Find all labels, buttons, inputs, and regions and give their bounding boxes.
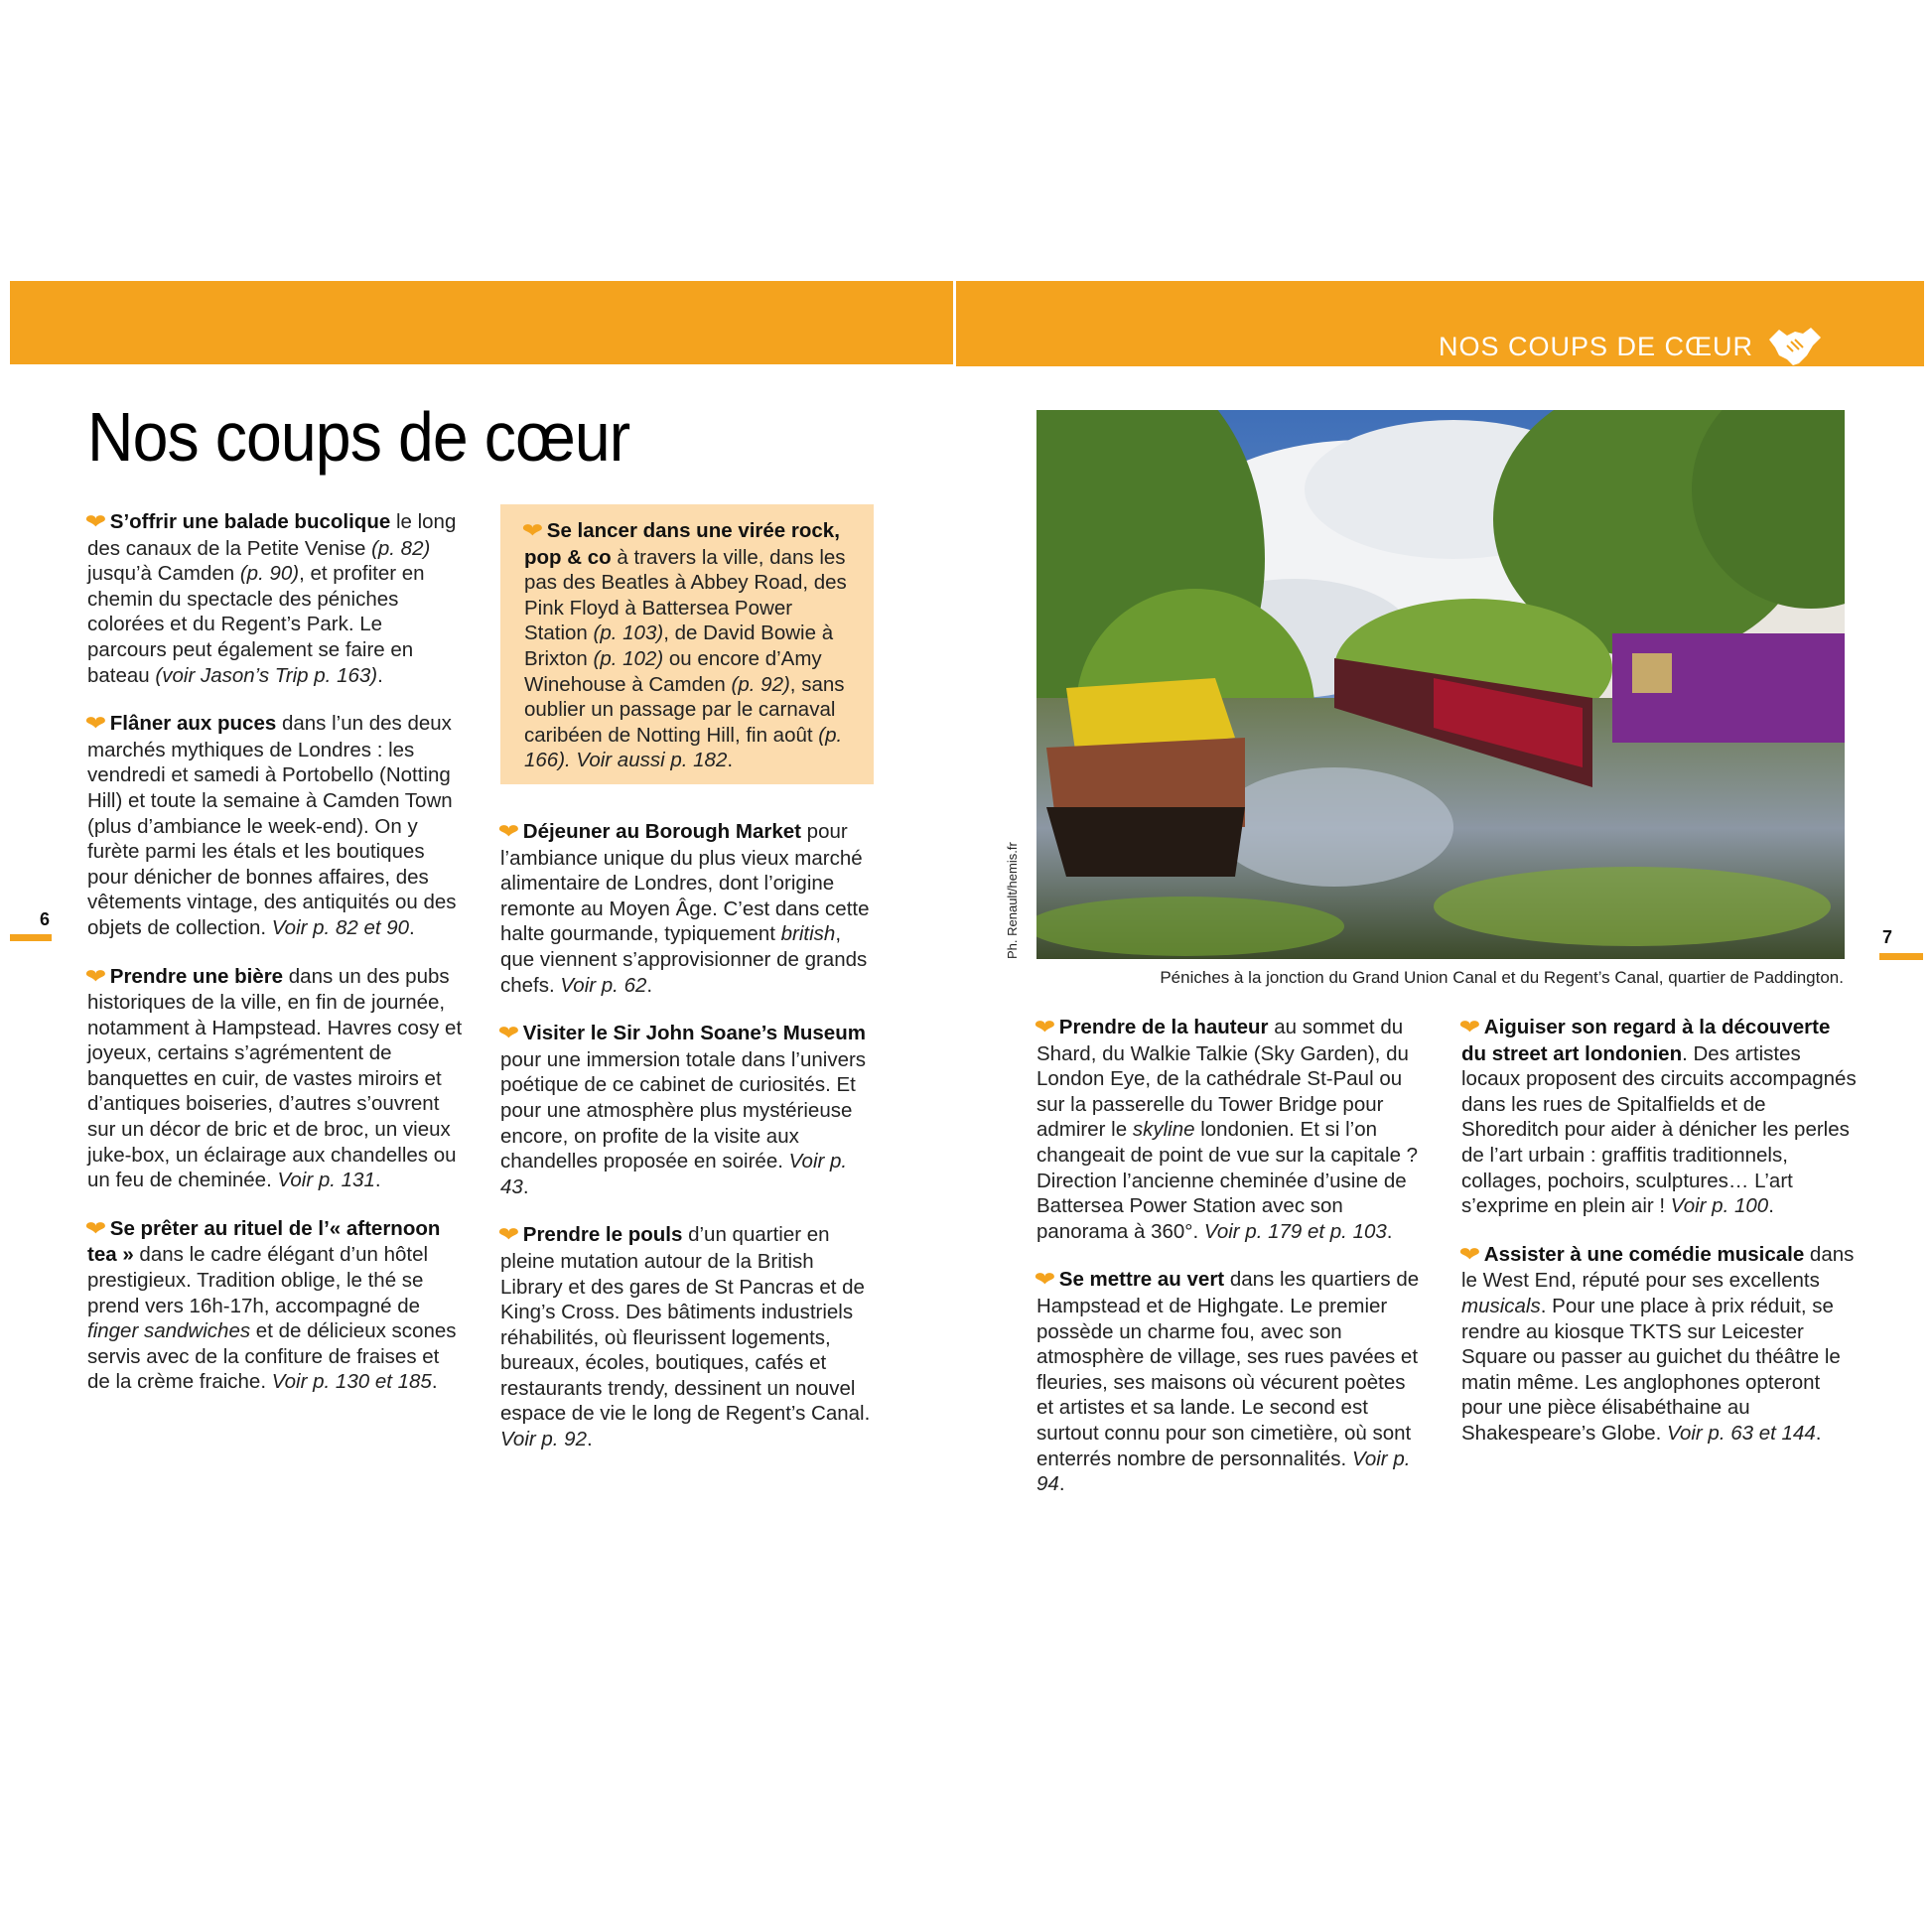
page-ref: Voir p. 131: [277, 1169, 375, 1192]
heart-icon: ❤: [497, 1023, 520, 1045]
item-text: ou encore d’Amy Winehouse à Camden: [524, 646, 822, 696]
page-ref: (voir Jason’s Trip p. 163): [155, 663, 378, 687]
item: [1458, 1242, 1859, 1447]
heart-icon: ❤: [84, 713, 107, 736]
page-ref: Voir p. 62: [560, 973, 647, 997]
item-text: . Pour une place à prix réduit, se rendre au kiosque TKTS sur Leicester Square ou passer au guichet du théâtre le matin même. Les anglophones opteront pour une pièce élisabéthaine au Shakespeare’s Globe.: [1461, 1294, 1841, 1445]
heart-icon: ❤: [1458, 1017, 1481, 1038]
heart-icon: ❤: [1034, 1269, 1056, 1292]
page-ref: (p. 82): [371, 536, 431, 560]
item-text: jusqu’à Camden: [87, 562, 240, 586]
item: [84, 711, 465, 940]
item-text: .: [374, 1169, 381, 1192]
folio-right: 7: [1882, 927, 1893, 947]
item-text: le long des canaux de la Petite Venise: [87, 510, 457, 560]
folio-bar-right: [1879, 953, 1923, 960]
page-ref: Voir p. 92: [500, 1428, 587, 1451]
item-text: dans un des pubs historiques de la ville, en fin de journée, notamment à Hampstead. Havres cosy et joyeux, certains s’agrémentent de banquettes en cuir, de vastes miroirs et d’antiques boiseries, d’autres s’ouvrent sur un décor de bric et de broc, un vieux juke-box, un éclairage aux chandelles ou un feu de cheminée.: [87, 964, 463, 1192]
photo-caption: Péniches à la jonction du Grand Union Canal et du Regent’s Canal, quartier de Paddington.: [1160, 968, 1844, 987]
page-ref: (p. 90): [239, 562, 300, 586]
header-band-left: [10, 281, 953, 364]
page-ref: Voir p. 179 et p. 103: [1203, 1219, 1387, 1243]
page-ref: (p. 102): [593, 646, 664, 670]
heart-icon: ❤: [84, 511, 107, 533]
item-text: .: [522, 1174, 529, 1198]
page-ref: Voir p. 100: [1670, 1194, 1769, 1218]
item-text: .: [727, 749, 734, 772]
column-2: [497, 819, 878, 1475]
item-title: Se lancer dans une virée rock, pop & co: [524, 519, 840, 569]
page-ref: Voir p. 82 et 90: [271, 915, 410, 939]
item-title: Aiguiser son regard à la découverte du street art londonien: [1461, 1016, 1831, 1065]
item: [1458, 1015, 1859, 1219]
heart-icon: ❤: [84, 1217, 107, 1240]
item-text: dans le cadre élégant d’un hôtel prestigieux. Tradition oblige, le thé se prend vers 16h-17h, accompagné de: [87, 1243, 429, 1317]
item-text: et de délicieux scones servis avec de la confiture de fraises et de la crème fraiche.: [87, 1319, 457, 1394]
item-title: Prendre une bière: [109, 964, 284, 988]
page-ref: (p. 92): [731, 672, 790, 696]
column-1: [84, 509, 465, 1418]
item-title: Déjeuner au Borough Market: [522, 820, 801, 843]
item-text: , que viennent s’approvisionner de grands chefs.: [500, 922, 868, 997]
item: [497, 1021, 878, 1199]
item-text-italic: british: [780, 922, 836, 946]
item-title: Assister à une comédie musicale: [1483, 1242, 1805, 1266]
item-text: .: [587, 1428, 593, 1451]
column-3: [1036, 1015, 1424, 1520]
page-title: Nos coups de cœur: [87, 398, 630, 476]
item: [84, 1216, 465, 1395]
item: [497, 819, 878, 998]
page-ref: Voir p. 94: [1036, 1447, 1411, 1496]
item-text: pour une immersion totale dans l’univers poétique de ce cabinet de curiosités. Et pour une atmosphère plus mystérieuse encore, on profite de la visite aux chandelles proposée en soirée.: [500, 1047, 867, 1173]
item: [84, 509, 465, 688]
item-text: .: [1386, 1219, 1393, 1243]
item-title: Prendre le pouls: [522, 1223, 683, 1247]
page-ref: Voir p. 130 et 185: [271, 1370, 432, 1394]
item-text-italic: musicals: [1461, 1294, 1541, 1317]
column-4: [1458, 1015, 1859, 1469]
item-text: .: [409, 915, 415, 939]
item-title: S’offrir une balade bucolique: [109, 510, 391, 533]
item-text: .: [431, 1370, 438, 1394]
handshake-icon: [1767, 326, 1823, 367]
page-ref: Voir p. 43: [500, 1150, 848, 1198]
highlight-box: [500, 504, 874, 784]
item: [521, 518, 850, 773]
item: [1036, 1015, 1424, 1244]
item-text: au sommet du Shard, du Walkie Talkie (Sky Garden), du London Eye, de la cathédrale St-Paul ou sur la passerelle du Tower Bridge pour admirer le: [1036, 1016, 1409, 1142]
item-text: londonien. Et si l’on changeait de point de vue sur la capitale ? Direction l’ancienne cheminée d’usine de Battersea Power Station avec son panorama à 360°.: [1036, 1118, 1419, 1243]
item-text: dans les quartiers de Hampstead et de Highgate. Le premier possède un charme fou, avec son atmosphère de village, ses rues pavées et fleuries, ses maisons où vécurent poètes et artistes et sa lande. Le second est surtout connu pour son cimetière, où sont enterrés nombre de personnalités.: [1036, 1268, 1420, 1470]
item-text: , et profiter en chemin du spectacle des péniches colorées et du Regent’s Park. Le parcours peut également se faire en bateau: [87, 562, 425, 687]
item-text: .: [1815, 1421, 1822, 1445]
item-text: , sans oublier un passage par le carnaval caribéen de Notting Hill, fin août: [524, 672, 845, 747]
item-text: dans l’un des deux marchés mythiques de Londres : les vendredi et samedi à Portobello (Notting Hill) et toute la semaine à Camden Town (plus d’ambiance le week-end). On y furète parmi les étals et les boutiques pour dénicher de bonnes affaires, des vêtements vintage, des antiquités ou des objets de collection.: [87, 712, 457, 939]
item-text: pour l’ambiance unique du plus vieux marché alimentaire de Londres, dont l’origine remonte au Moyen Âge. C’est dans cette halte gourmande, typiquement: [500, 820, 870, 946]
photo-credit: Ph. Renault/hemis.fr: [1005, 842, 1020, 959]
heart-icon: ❤: [1034, 1017, 1056, 1038]
heart-icon: ❤: [1458, 1243, 1481, 1266]
page-ref: (p. 103): [593, 621, 664, 645]
heart-icon: ❤: [497, 821, 520, 843]
item-text: .: [377, 663, 383, 687]
item-title: Visiter le Sir John Soane’s Museum: [522, 1022, 866, 1045]
item-text-italic: finger sandwiches: [87, 1319, 251, 1343]
heart-icon: ❤: [84, 965, 107, 988]
item-text-italic: skyline: [1132, 1118, 1195, 1142]
running-head: [1439, 326, 1823, 367]
item-text: dans le West End, réputé pour ses excellents: [1461, 1242, 1855, 1293]
item-title: Se prêter au rituel de l’« afternoon tea »: [87, 1216, 441, 1267]
item-text: à travers la ville, dans les pas des Beatles à Abbey Road, des Pink Floyd à Battersea Power Station: [524, 545, 847, 645]
item-text: d’un quartier en pleine mutation autour de la British Library et des gares de St Pancras et de King’s Cross. Des bâtiments industriels réhabilités, où fleurissent logements, bureaux, écoles, boutiques, cafés et restaurants trendy, dessinent un nouvel espace de vie le long de Regent’s Canal.: [500, 1223, 871, 1426]
heart-icon: ❤: [521, 520, 544, 542]
item: [84, 964, 465, 1193]
item-text: , de David Bowie à Brixton: [524, 621, 834, 670]
item-text: .: [646, 973, 653, 997]
item-text: .: [1058, 1472, 1065, 1496]
page-ref: Voir p. 63 et 144: [1667, 1421, 1816, 1445]
folio-bar-left: [10, 934, 52, 941]
item-title: Flâner aux puces: [109, 712, 277, 736]
folio-left: 6: [40, 909, 51, 929]
item-text: .: [1768, 1194, 1774, 1218]
item: [1036, 1267, 1424, 1496]
item-title: Se mettre au vert: [1058, 1268, 1225, 1292]
item-title: Prendre de la hauteur: [1058, 1016, 1269, 1038]
item-text: . Des artistes locaux proposent des circuits accompagnés dans les rues de Spitalfields et de Shoreditch pour aider à dénicher les perles de l’art urbain : graffitis traditionnels, collages, pochoirs, sculptures… L’art s’exprime en plein air !: [1461, 1041, 1857, 1218]
running-head-label: NOS COUPS DE CŒUR: [1438, 331, 1753, 361]
canal-photo: [1036, 410, 1845, 959]
item: [497, 1222, 878, 1451]
page-ref: (p. 166). Voir aussi p. 182: [524, 723, 843, 772]
heart-icon: ❤: [497, 1224, 520, 1247]
